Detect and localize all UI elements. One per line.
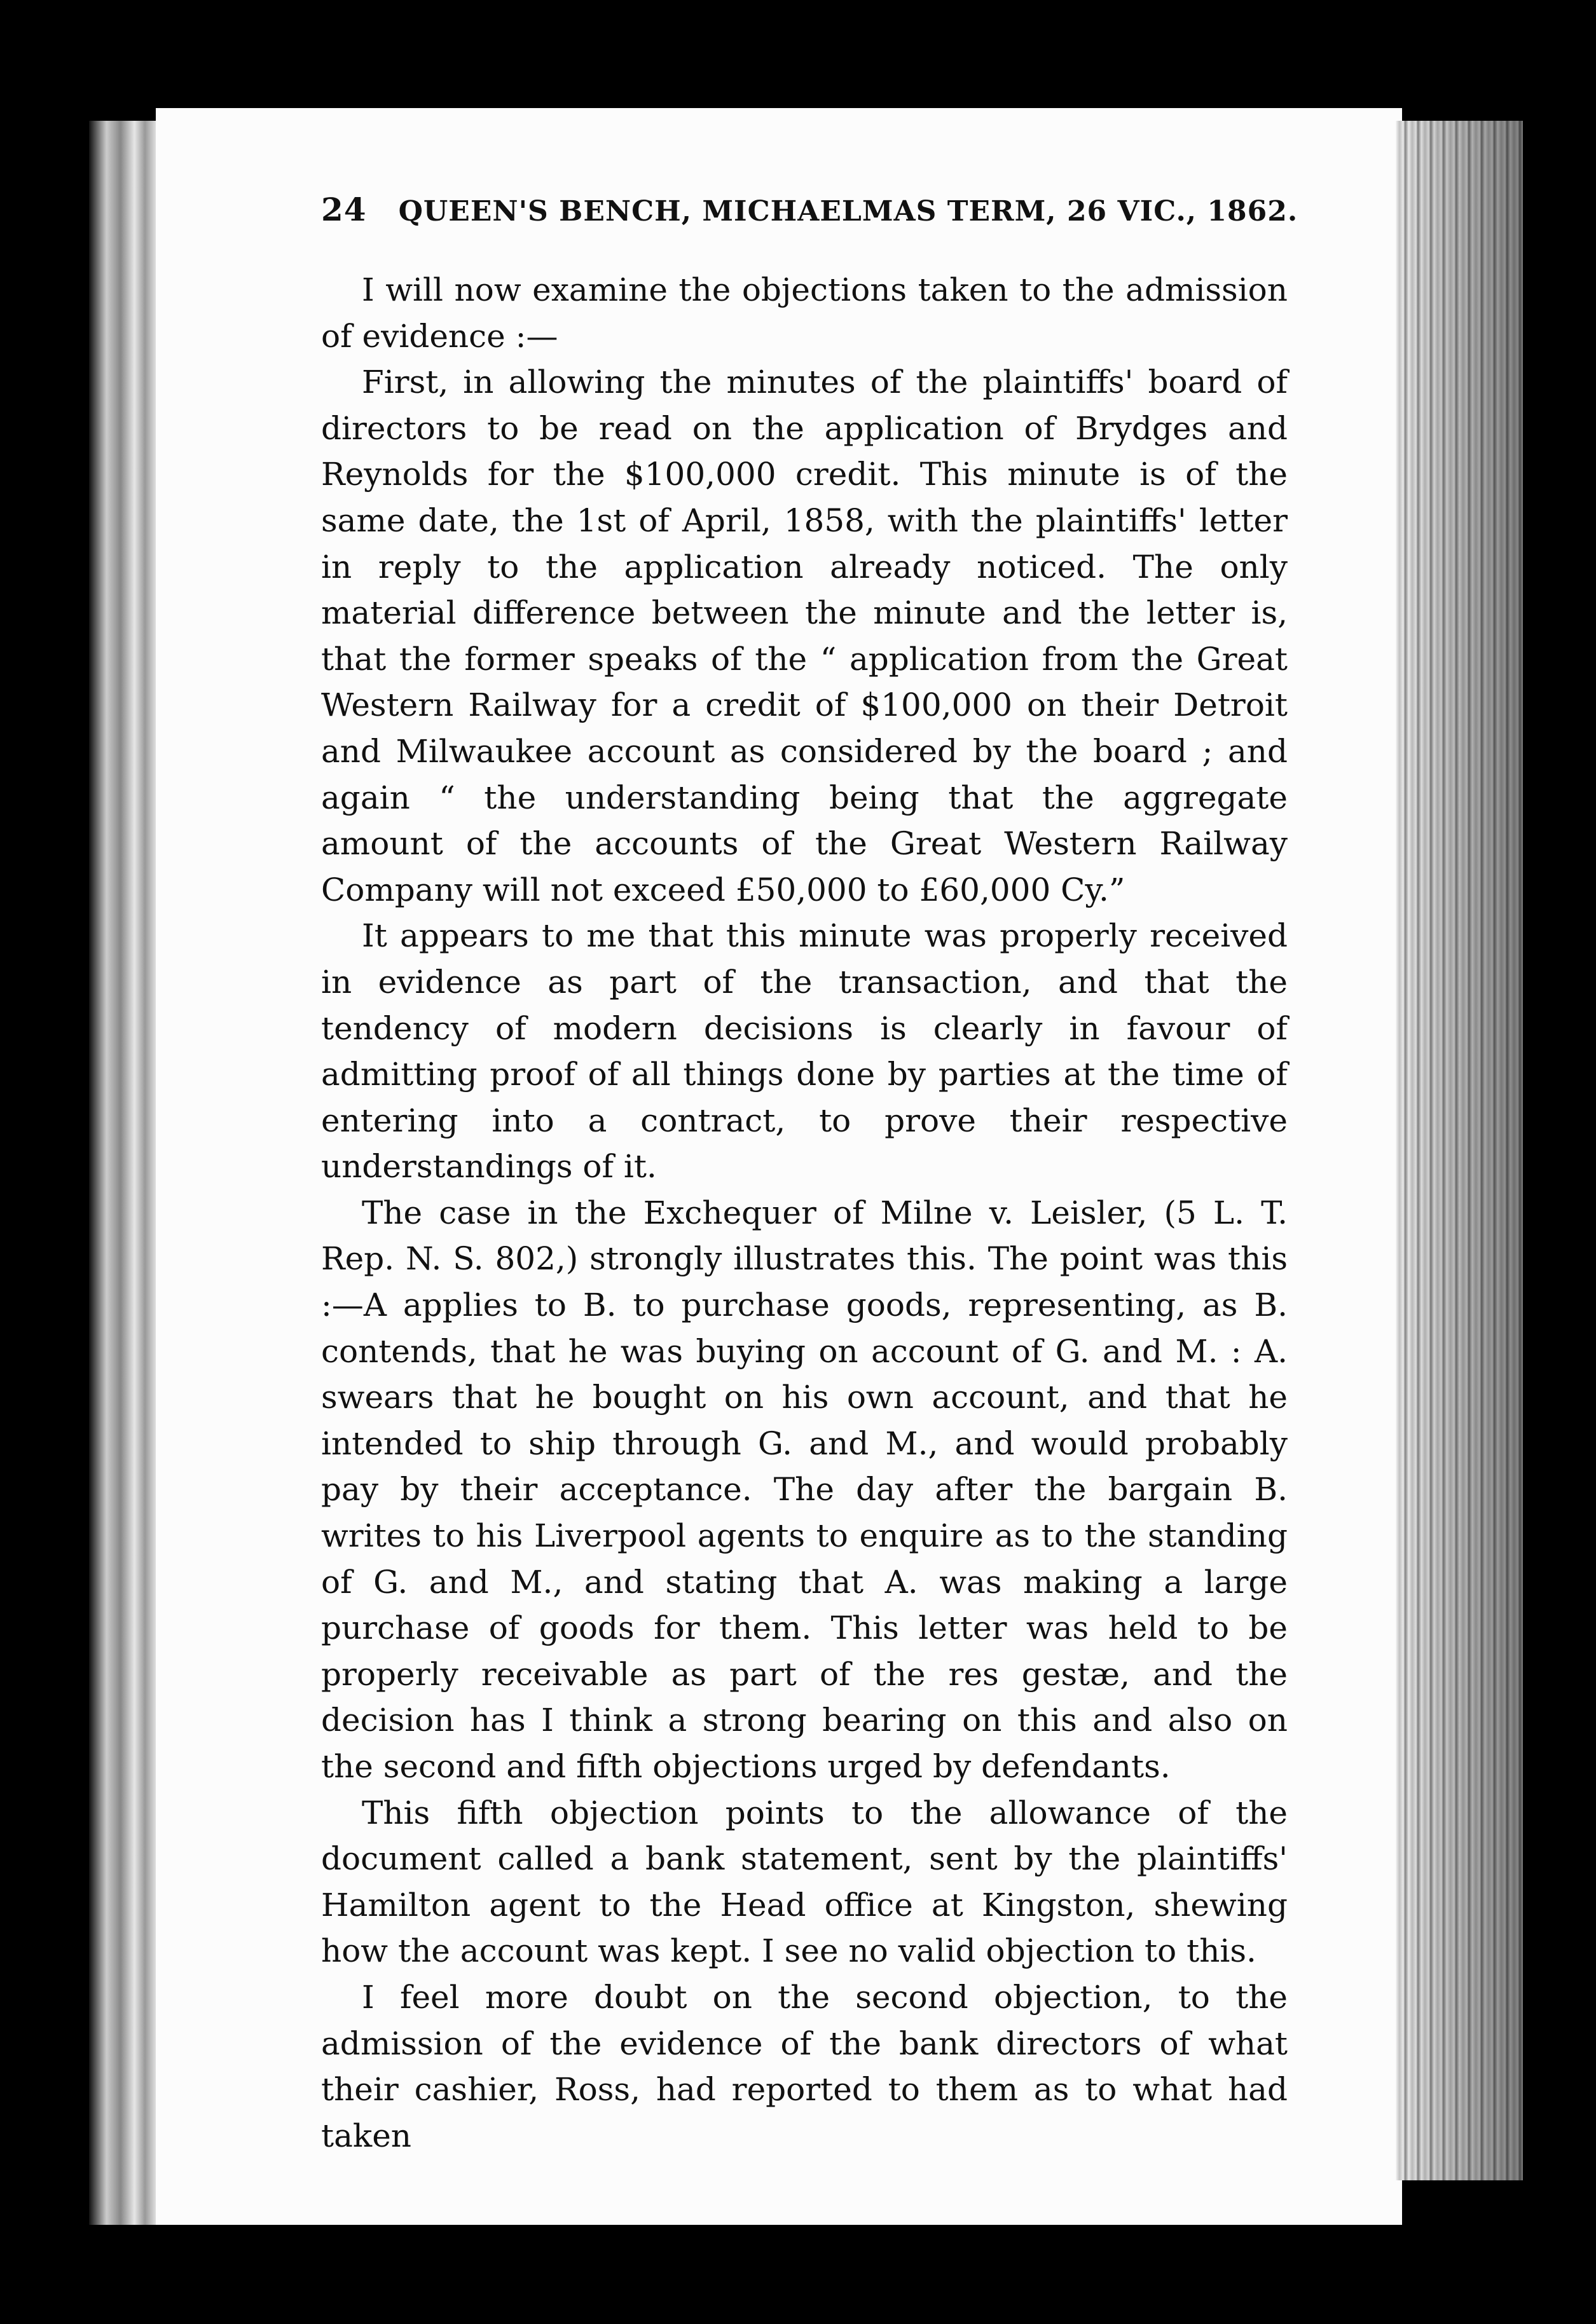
paragraph-1: I will now examine the objections taken to the admission of evidence :— bbox=[321, 271, 1288, 355]
body-text bbox=[321, 267, 1288, 2159]
paragraph-3: It appears to me that this minute was properly received in evidence as part of the transaction, and that the tendency of modern decisions is clearly in favour of admitting proof of all things done by parties at the time of entering into a contract, to prove their respective understandings of it. bbox=[321, 917, 1288, 1186]
left-page-edge bbox=[89, 121, 159, 2225]
page-content bbox=[321, 191, 1298, 2159]
right-page-shadow bbox=[1396, 121, 1523, 2180]
paragraph-5: This fifth objection points to the allowance of the document called a bank statement, sent by the plaintiffs' Hamilton agent to the Head office at Kingston, shewing how the account was kept. I see no valid objection to this. bbox=[321, 1794, 1288, 1970]
paragraph-4: The case in the Exchequer of Milne v. Leisler, (5 L. T. Rep. N. S. 802,) strongly illustrates this. The point was this :—A applies to B. to purchase goods, representing, as B. contends, that he was buying on account of G. and M. : A. swears that he bought on his own account, and that he intended to ship through G. and M., and would probably pay by their acceptance. The day after the bargain B. writes to his Liverpool agents to enquire as to the standing of G. and M., and stating that A. was making a large purchase of goods for them. This letter was held to be properly receivable as part of the res gestæ, and the decision has I think a strong bearing on this and also on the second and fifth objections urged by defendants. bbox=[321, 1194, 1288, 1785]
paragraph-2: First, in allowing the minutes of the plaintiffs' board of directors to be read on the application of Brydges and Reynolds for the $100,000 credit. This minute is of the same date, the 1st of April, 1858, with the plaintiffs' letter in reply to the application already noticed. The only material difference between the minute and the letter is, that the former speaks of the “ application from the Great Western Railway for a credit of $100,000 on their Detroit and Milwaukee account as considered by the board ; and again “ the understanding being that the aggregate amount of the accounts of the Great Western Railway Company will not exceed £50,000 to £60,000 Cy.” bbox=[321, 364, 1288, 908]
page-header bbox=[321, 191, 1298, 242]
paragraph-6: I feel more doubt on the second objection, to the admission of the evidence of the bank directors of what their cashier, Ross, had reported to them as to what had taken bbox=[321, 1978, 1288, 2154]
page-number: 24 bbox=[321, 191, 367, 228]
running-head: QUEEN'S BENCH, MICHAELMAS TERM, 26 VIC., 1862. bbox=[398, 195, 1298, 228]
